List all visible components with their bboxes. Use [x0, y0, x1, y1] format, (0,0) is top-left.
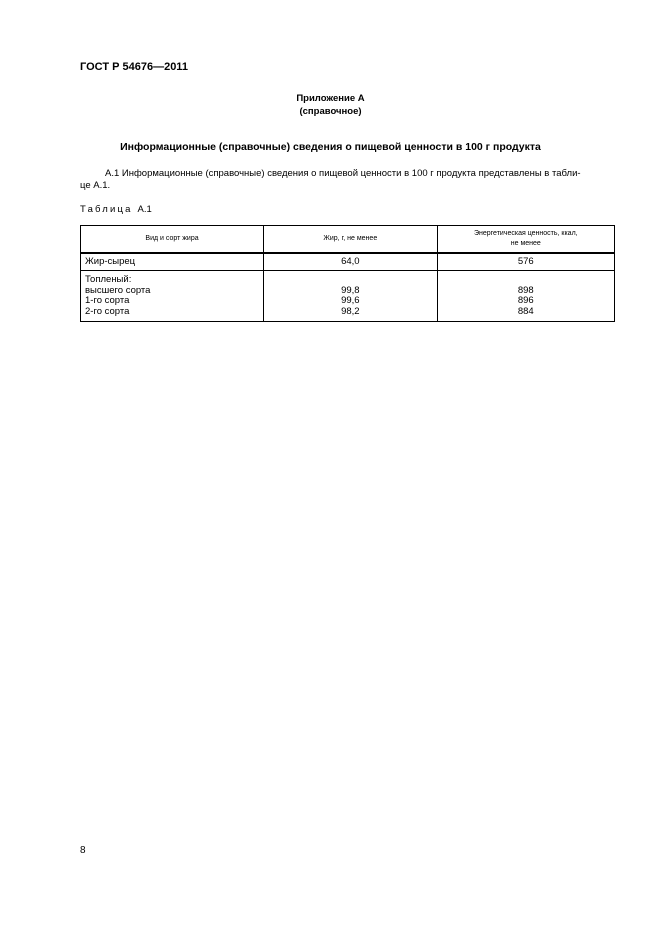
table-caption-label: Таблица [80, 204, 133, 215]
section-title: Информационные (справочные) сведения о пищевой ценности в 100 г продукта [120, 141, 541, 153]
grade-label: 2-го сорта [85, 305, 130, 317]
document-code: ГОСТ Р 54676—2011 [80, 61, 188, 73]
paragraph-line-2: це А.1. [80, 180, 111, 191]
table-caption [80, 204, 152, 215]
grade-fat-value: 98,2 [341, 305, 360, 317]
cell-fat-content [264, 271, 438, 322]
table-header-row [81, 226, 615, 254]
group-label: Топленый: [85, 274, 132, 285]
cell-fat-content: 64,0 [264, 253, 438, 271]
appendix-title: Приложение А [296, 93, 365, 104]
nutrition-table [80, 225, 615, 322]
grade-energy-value: 884 [517, 305, 534, 317]
cell-energy-value: 576 [437, 253, 614, 271]
page-number: 8 [80, 845, 86, 856]
table-body [81, 253, 615, 322]
header-fat-content: Жир, г, не менее [264, 226, 438, 254]
table-row [81, 271, 615, 322]
table-row [81, 253, 615, 271]
grade-fat-value: 99,8 [341, 284, 360, 296]
table-caption-number: А.1 [137, 204, 152, 215]
spacer [442, 275, 610, 286]
paragraph-a1 [80, 168, 615, 192]
spacer [268, 275, 433, 286]
grade-label: высшего сорта [85, 284, 151, 296]
appendix-subtitle: (справочное) [299, 106, 362, 117]
grade-label: 1-го сорта [85, 295, 130, 306]
header-energy-value [437, 226, 614, 254]
header-energy-line-1: Энергетическая ценность, ккал, [473, 230, 578, 237]
table-header [81, 226, 615, 254]
grade-fat-value: 99,6 [341, 295, 360, 306]
header-fat-type: Вид и сорт жира [81, 226, 264, 254]
paragraph-line-1: А.1 Информационные (справочные) сведения о пищевой ценности в 100 г продукта представлены в табли- [105, 168, 581, 179]
appendix-heading [0, 92, 661, 118]
cell-fat-type [81, 271, 264, 322]
grade-energy-value: 898 [517, 284, 534, 296]
grade-energy-value: 896 [517, 295, 534, 306]
header-energy-line-2: не менее [510, 240, 541, 247]
cell-fat-type: Жир-сырец [81, 253, 264, 271]
cell-energy-value [437, 271, 614, 322]
